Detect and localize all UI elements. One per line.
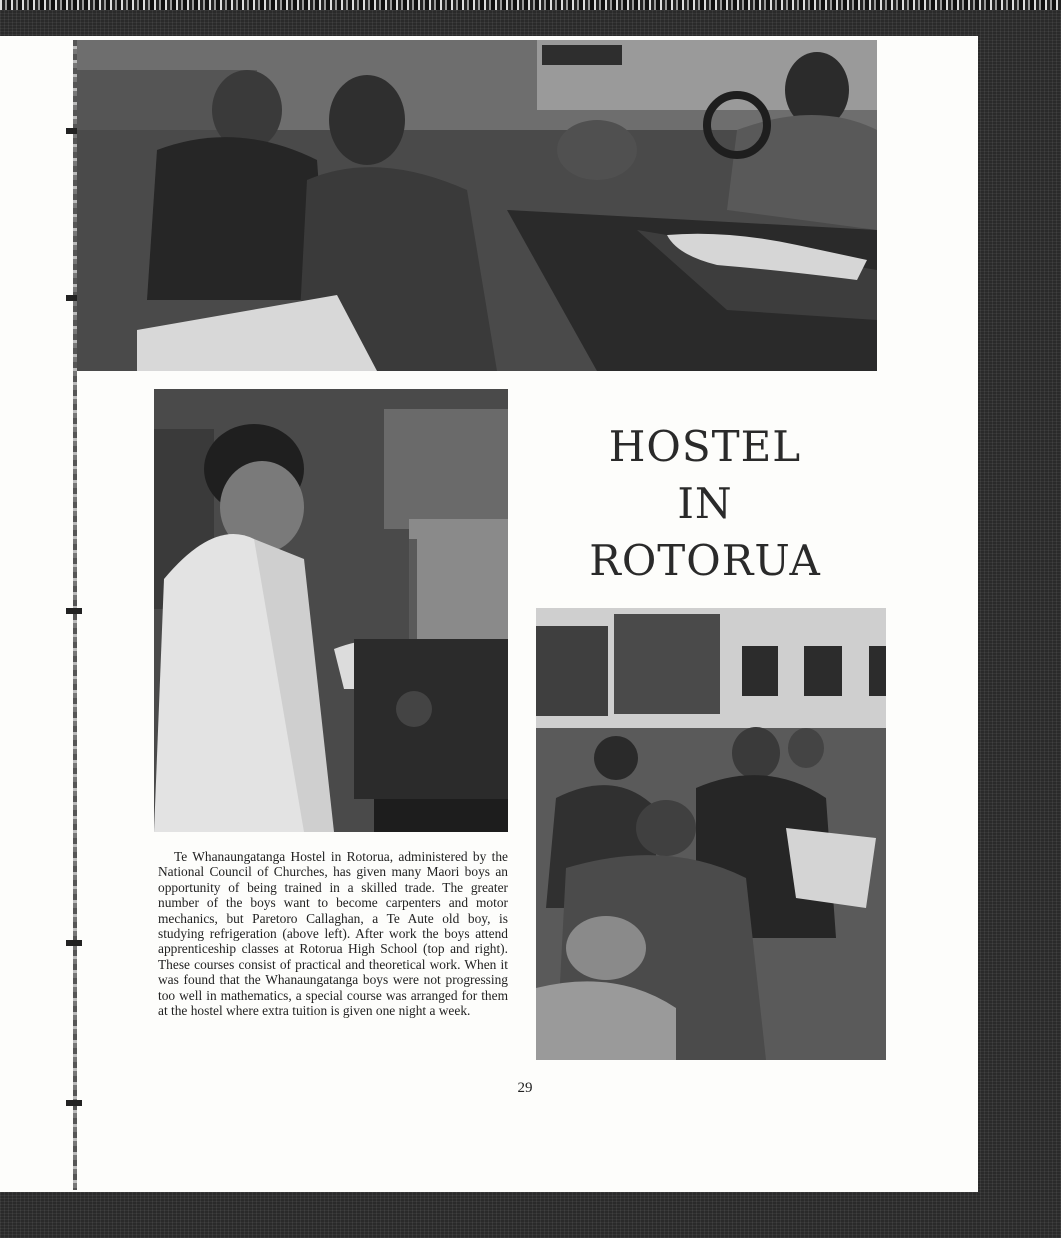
article-title (560, 418, 850, 589)
right-classroom-photo (536, 608, 886, 1060)
title-line-2: IN (677, 479, 733, 528)
title-line-3: ROTORUA (589, 536, 821, 585)
student-photo-illustration (154, 389, 508, 832)
classroom-photo-illustration (536, 608, 886, 1060)
workshop-photo-illustration (77, 40, 877, 371)
binding-staple (66, 940, 82, 946)
page-number: 29 (517, 1080, 533, 1096)
title-line-1: HOSTEL (608, 422, 802, 471)
binding-staple (66, 608, 82, 614)
top-workshop-photo (77, 40, 877, 371)
scan-edge-strip (0, 0, 1061, 10)
binding-staple (66, 1100, 82, 1106)
left-student-photo (154, 389, 508, 832)
article-caption: Te Whanaungatanga Hostel in Rotorua, administered by the National Council of Churches, has given many Maori boys an opportunity of being trained in a skilled trade. The greater number of the boys want to become carpenters and motor mechanics, but Paretoro Callaghan, a Te Aute old boy, is studying refrigeration (above left). After work the boys attend apprenticeship classes at Rotorua High School (top and right). These courses consist of practical and theoretical work. When it was found that the Whanaungatanga boys were not progressing too well in mathematics, a special course was arranged for them at the hostel where extra tuition is given one night a week. (158, 849, 508, 1019)
